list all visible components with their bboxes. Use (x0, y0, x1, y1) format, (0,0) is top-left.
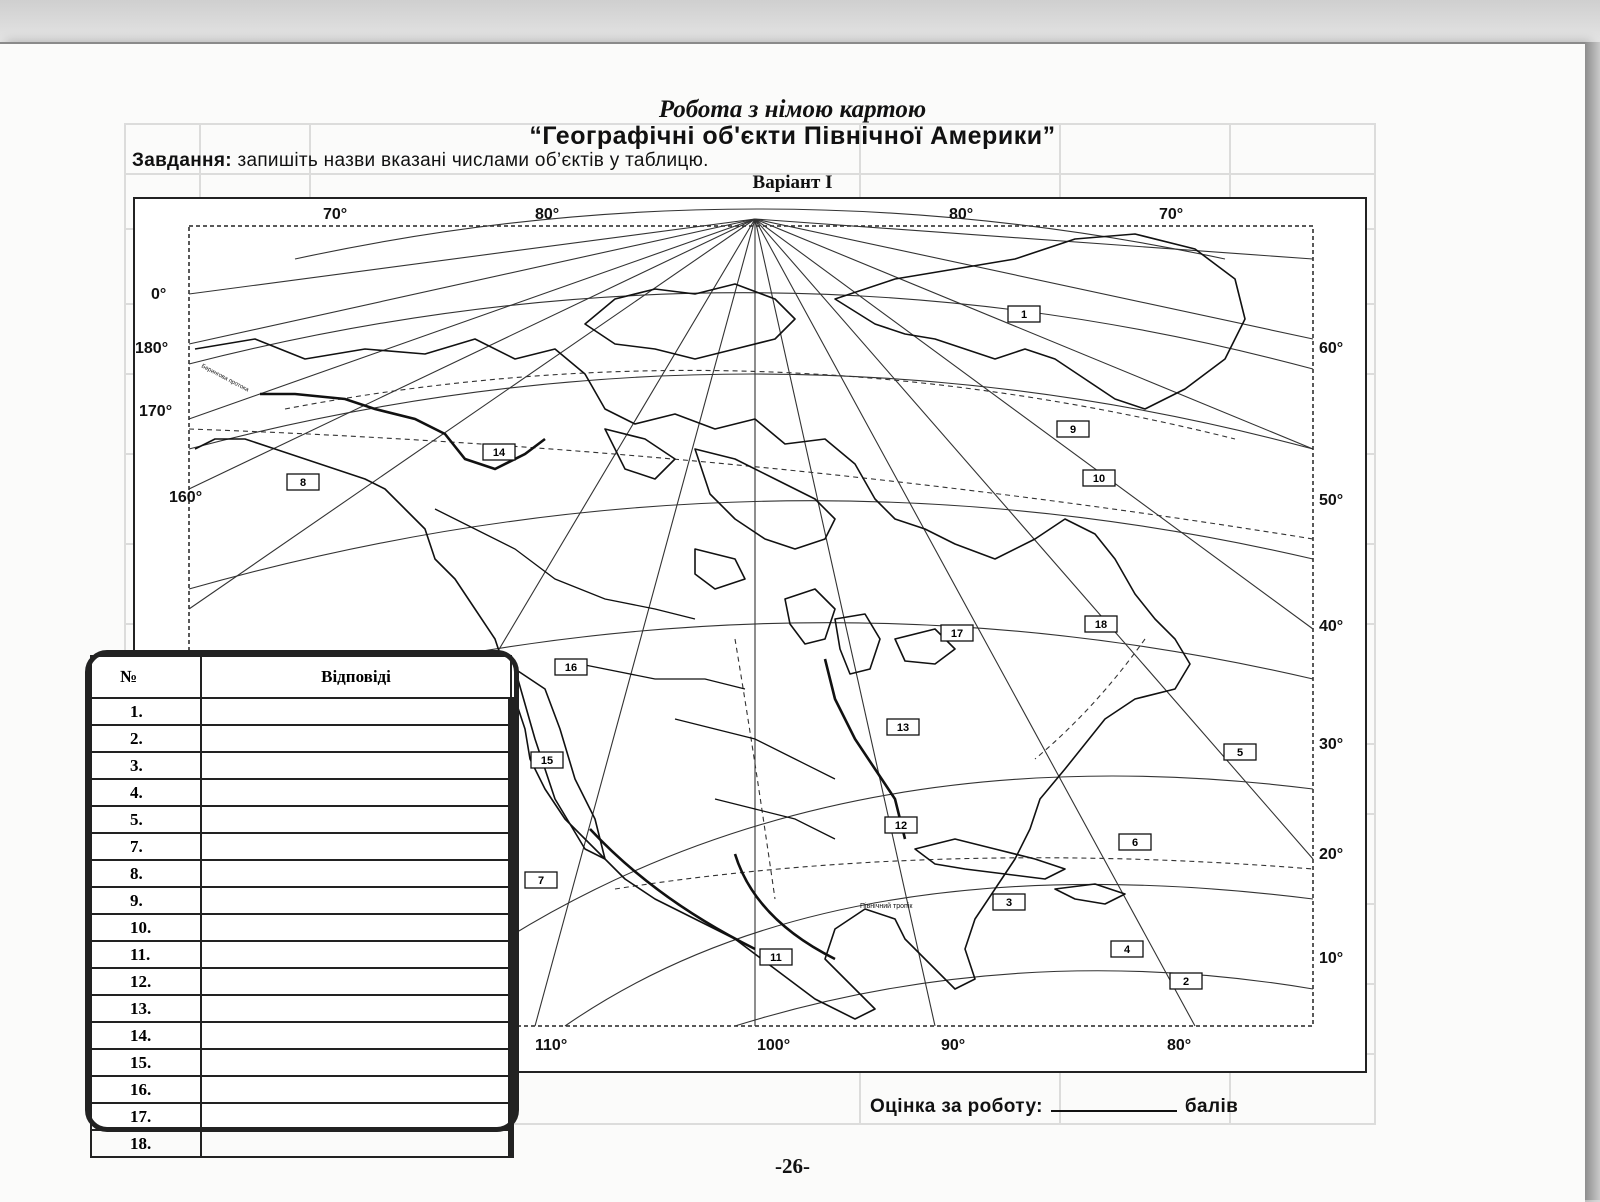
task-label: Завдання: (132, 150, 232, 171)
marker-6 (1119, 834, 1151, 850)
answer-row (91, 698, 511, 725)
top-lon-label-80-right: 80° (949, 206, 974, 223)
answer-row-number: 4. (91, 779, 201, 806)
answer-row-number: 10. (91, 914, 201, 941)
answer-row-number: 12. (91, 968, 201, 995)
answer-blank-cell[interactable] (201, 752, 511, 779)
answer-blank-cell[interactable] (201, 725, 511, 752)
marker-10 (1083, 470, 1115, 486)
svg-text:11: 11 (770, 952, 782, 964)
svg-text:18: 18 (1094, 619, 1108, 631)
svg-text:8: 8 (299, 477, 307, 489)
answers-table (90, 655, 514, 1158)
marker-8 (287, 474, 319, 490)
page-edge-shadow (1585, 42, 1600, 1200)
answer-row-number: 18. (91, 1130, 201, 1157)
left-label-0: 0° (151, 286, 167, 303)
worksheet-subtitle: “Географічні об'єкти Північної Америки” (529, 122, 1056, 150)
answer-blank-cell[interactable] (201, 1049, 511, 1076)
svg-text:12: 12 (894, 820, 908, 832)
answer-blank-cell[interactable] (201, 779, 511, 806)
answer-row (91, 833, 511, 860)
answer-row (91, 725, 511, 752)
svg-text:13: 13 (896, 722, 910, 734)
answer-row (91, 995, 511, 1022)
answers-table-frame (85, 650, 519, 1153)
score-unit: балів (1184, 1096, 1239, 1117)
answer-row-number: 5. (91, 806, 201, 833)
answer-row (91, 1076, 511, 1103)
bottom-lon-label-100: 100° (757, 1037, 791, 1054)
right-lat-label-60: 60° (1319, 340, 1344, 357)
top-lon-label-70: 70° (323, 206, 348, 223)
marker-5 (1224, 744, 1256, 760)
score-label: Оцінка за роботу: (870, 1096, 1043, 1117)
answers-table-header (91, 656, 511, 698)
svg-text:15: 15 (540, 755, 554, 767)
answer-row-number: 1. (91, 698, 201, 725)
svg-text:4: 4 (1123, 944, 1131, 956)
variant-label: Варіант І (752, 172, 833, 193)
bottom-lon-label-80: 80° (1167, 1037, 1192, 1054)
svg-text:9: 9 (1069, 424, 1077, 436)
answer-row-number: 9. (91, 887, 201, 914)
column-number-header: № (91, 656, 201, 698)
svg-text:2: 2 (1182, 976, 1190, 988)
marker-16 (555, 659, 587, 675)
answer-blank-cell[interactable] (201, 698, 511, 725)
marker-18 (1085, 616, 1117, 632)
answer-row-number: 17. (91, 1103, 201, 1130)
marker-13 (887, 719, 919, 735)
answer-row-number: 2. (91, 725, 201, 752)
mountain-arcs (590, 829, 835, 959)
answer-row-number: 8. (91, 860, 201, 887)
answer-row-number: 7. (91, 833, 201, 860)
svg-text:6: 6 (1131, 837, 1139, 849)
answer-row-number: 14. (91, 1022, 201, 1049)
answer-blank-cell[interactable] (201, 941, 511, 968)
answer-blank-cell[interactable] (201, 806, 511, 833)
right-lat-label-40: 40° (1319, 618, 1344, 635)
answer-row (91, 1022, 511, 1049)
page-number: -26- (775, 1154, 810, 1178)
answer-row (91, 914, 511, 941)
strait-label: Берингова протока (200, 363, 250, 394)
right-lat-label-50: 50° (1319, 492, 1344, 509)
column-answers-header: Відповіді (201, 656, 511, 698)
marker-17 (941, 625, 973, 641)
svg-text:10: 10 (1092, 473, 1106, 485)
answer-row (91, 860, 511, 887)
svg-text:7: 7 (537, 875, 545, 887)
answer-blank-cell[interactable] (201, 968, 511, 995)
answer-blank-cell[interactable] (201, 1130, 511, 1157)
answer-row (91, 752, 511, 779)
svg-text:16: 16 (564, 662, 578, 674)
marker-9 (1057, 421, 1089, 437)
svg-text:1: 1 (1020, 309, 1028, 321)
answer-row (91, 1130, 511, 1157)
answer-row (91, 1049, 511, 1076)
answer-row (91, 887, 511, 914)
right-lat-label-10: 10° (1319, 950, 1344, 967)
marker-15 (531, 752, 563, 768)
marker-11 (760, 949, 792, 965)
marker-14 (483, 444, 515, 460)
left-label-170: 170° (139, 403, 173, 420)
answer-blank-cell[interactable] (201, 887, 511, 914)
worksheet-title: Робота з німою картою (658, 96, 927, 123)
top-lon-label-70-right: 70° (1159, 206, 1184, 223)
score-blank[interactable] (1051, 1092, 1177, 1112)
answer-blank-cell[interactable] (201, 914, 511, 941)
svg-text:3: 3 (1005, 897, 1013, 909)
answer-row (91, 1103, 511, 1130)
bottom-lon-label-90: 90° (941, 1037, 966, 1054)
task-instruction (132, 150, 709, 172)
worksheet-page (0, 42, 1585, 1202)
svg-text:17: 17 (950, 628, 964, 640)
answer-blank-cell[interactable] (201, 833, 511, 860)
answer-row (91, 779, 511, 806)
answer-blank-cell[interactable] (201, 860, 511, 887)
bottom-lon-label-110: 110° (535, 1037, 568, 1054)
svg-text:14: 14 (492, 447, 506, 459)
svg-text:5: 5 (1236, 747, 1244, 759)
score-line (870, 1092, 1238, 1118)
answer-row (91, 806, 511, 833)
answer-row-number: 13. (91, 995, 201, 1022)
marker-4 (1111, 941, 1143, 957)
answers-table-body (91, 698, 511, 1157)
answer-blank-cell[interactable] (201, 995, 511, 1022)
answer-row-number: 16. (91, 1076, 201, 1103)
tropic-label: Північний тропік (860, 903, 913, 910)
left-label-180: 180° (135, 340, 169, 357)
answer-blank-cell[interactable] (201, 1076, 511, 1103)
marker-3 (993, 894, 1025, 910)
marker-7 (525, 872, 557, 888)
right-lat-label-20: 20° (1319, 846, 1344, 863)
top-lon-label-80: 80° (535, 206, 560, 223)
marker-2 (1170, 973, 1202, 989)
right-lat-label-30: 30° (1319, 736, 1344, 753)
answer-row-number: 11. (91, 941, 201, 968)
task-text: запишіть назви вказані числами об’єктів у таблицю. (237, 150, 709, 171)
answer-row (91, 941, 511, 968)
answer-row-number: 15. (91, 1049, 201, 1076)
scan-top-shadow (0, 0, 1600, 46)
answer-row-number: 3. (91, 752, 201, 779)
answer-blank-cell[interactable] (201, 1103, 511, 1130)
answer-row (91, 968, 511, 995)
answer-blank-cell[interactable] (201, 1022, 511, 1049)
marker-1 (1008, 306, 1040, 322)
marker-12 (885, 817, 917, 833)
left-label-160: 160° (169, 489, 203, 506)
